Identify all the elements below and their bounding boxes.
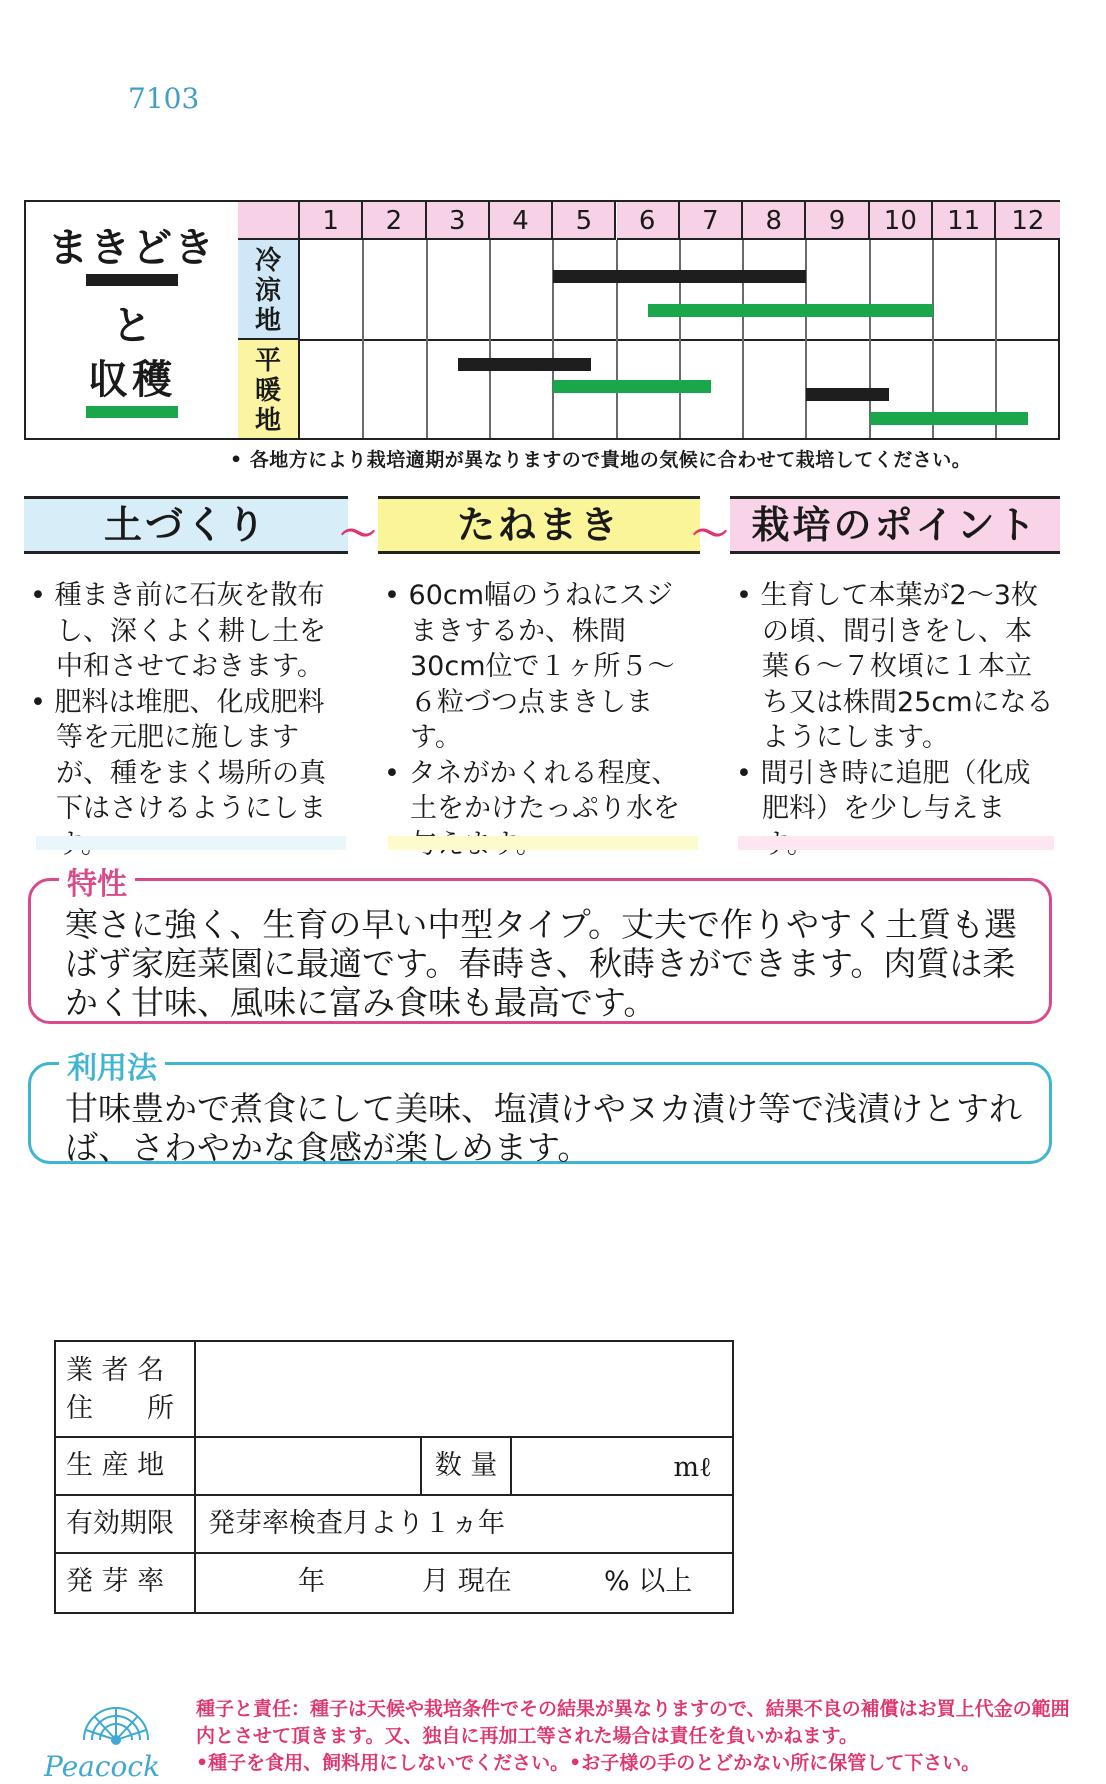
sowing-item: • タネがかくれる程度、土をかけたっぷり水を [384,756,698,863]
quantity-label: 数 量 [422,1438,512,1494]
points-fade [738,836,1054,850]
month-header: 11 [933,202,996,240]
vendor-value [196,1342,732,1436]
month-header: 4 [490,202,553,240]
harvest-period-bar [553,380,711,393]
soil-heading: 土づくり [24,496,348,554]
legend-harvest-label: 収穫 [88,357,176,403]
calendar-note: • 各地方により栽培適期が異なりますので貴地の気候に合わせて栽培してください。 [230,449,972,471]
expiry-value: 発芽率検査月より１ヵ年 [208,1508,505,1539]
month-header: 7 [680,202,743,240]
tilde-mark: ～ [692,514,729,555]
region-cool-label: 冷涼地 [254,246,281,336]
germination-label: 発 芽 率 [56,1554,196,1612]
origin-value [196,1438,422,1494]
points-item: • 生育して本葉が2～3枚の頃、間引きをし、本葉６～７枚頃に１本立ち又は株間25cmになるようにします。 [736,578,1054,756]
month-gridline [362,240,364,438]
usage-title: 利用法 [59,1043,165,1087]
soil-item: • 種まき前に石灰を散布し、深くよく耕し土を中和させておきます。 [30,578,348,685]
expiry-label: 有効期限 [56,1496,196,1552]
sowing-period-bar [806,388,888,401]
harvest-period-bar [870,412,1028,425]
usage-text: 甘味豊かで煮食にして美味、塩漬けやヌカ漬け等で浅漬けとすれば、さわやかな食感が楽しめます。 [65,1089,1022,1167]
month-gridline [489,240,491,438]
sowing-period-bar [553,270,806,283]
month-header: 2 [363,202,426,240]
month-header: 9 [806,202,869,240]
month-header: 8 [743,202,806,240]
month-header: 12 [996,202,1059,240]
sowing-period-bar [458,358,591,371]
footer-notice [196,1696,1086,1777]
month-header: 1 [300,202,363,240]
region-warm-label: 平暖地 [254,346,281,436]
usage-box [28,1051,1052,1167]
address-label: 住 所 [66,1393,174,1424]
expiry-row [56,1496,732,1554]
legend-sowing-swatch [86,274,178,286]
month-label: 月 現在 [422,1566,512,1597]
origin-row [56,1438,732,1496]
month-header: 3 [427,202,490,240]
germination-row [56,1554,732,1612]
year-label: 年 [298,1566,325,1597]
legend-sowing-label: まきどき [48,225,216,271]
features-title: 特性 [59,859,135,903]
sowing-item: • 60cm幅のうねにスジまきするか、株間30cm位で１ヶ所５～６粒づつ点まきします。 [384,578,698,756]
legend-and-label: と [112,303,152,349]
legend-harvest-swatch [86,406,178,418]
sowing-body [384,578,698,862]
soil-body [30,578,348,862]
quantity-unit: mℓ [673,1452,712,1483]
footer-line-1: 種子と責任：種子は天候や栽培条件でその結果が異なりますので、結果不良の補償はお買上代金の範囲内とさせて頂きます。又、独自に再加工等された場合は責任を負いかねます。 [196,1698,1070,1747]
vendor-label: 業 者 名 [66,1355,165,1386]
points-item: • 間引き時に追肥（化成肥料）を少し与えま [736,756,1054,863]
region-warm [238,340,300,438]
percent-label: % 以上 [604,1566,693,1597]
peacock-logo [44,1696,184,1783]
month-header: 10 [870,202,933,240]
month-gridline [995,240,997,438]
points-body [736,578,1054,862]
product-code: 7103 [128,82,200,115]
calendar-legend [26,202,240,438]
month-header: 6 [617,202,680,240]
tilde-mark: ～ [340,514,377,555]
features-text: 寒さに強く、生育の早い中型タイプ。丈夫で作りやすく土質も選ばず家庭菜園に最適です。春蒔き、秋蒔きができます。肉質は柔かく甘味、風味に富み食味も最高です。 [65,905,1018,1022]
features-box [28,867,1052,1024]
cultivation-calendar [24,200,1060,440]
seed-info-table [54,1340,734,1614]
footer-line-2: •種子を食用、飼料用にしないでください。•お子様の手のとどかない所に保管して下さい。 [196,1752,981,1774]
month-gridline [869,240,871,438]
harvest-period-bar [648,304,933,317]
month-gridline [426,240,428,438]
soil-item: • 肥料は堆肥、化成肥料等を元肥に施しますが、種をまく場所の真下はさけるようにしま [30,685,348,863]
month-header-corner [238,202,300,240]
vendor-row [56,1342,732,1438]
month-header: 5 [553,202,616,240]
month-gridline [932,240,934,438]
soil-fade [36,836,346,850]
region-cool [238,240,300,340]
points-heading: 栽培のポイント [730,496,1060,554]
origin-label: 生 産 地 [56,1438,196,1494]
sowing-fade [388,836,698,850]
brand-name: Peacock [44,1750,161,1783]
sowing-heading: たねまき [378,496,700,554]
